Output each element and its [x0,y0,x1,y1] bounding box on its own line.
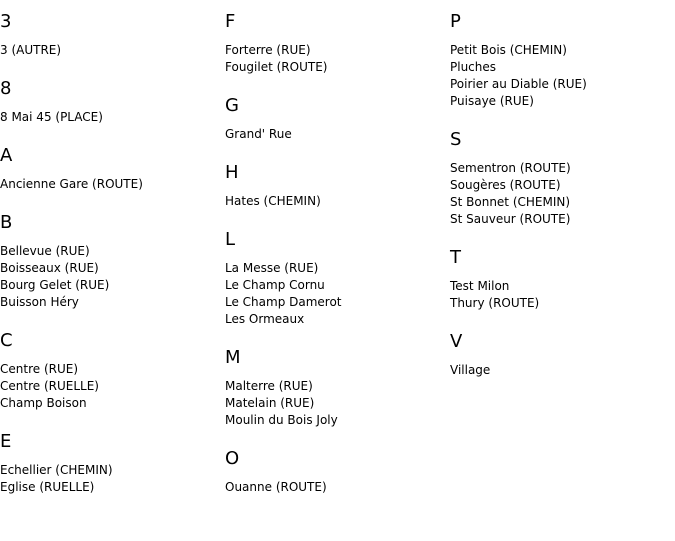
street-name[interactable]: Ancienne Gare (ROUTE) [0,177,143,191]
letter-group [450,246,675,312]
letter-group [0,77,225,126]
street-name[interactable]: La Messe (RUE) [225,261,319,275]
letter-group [225,161,450,210]
street-name[interactable]: Sementron (ROUTE) [450,161,571,175]
letter-group [225,346,450,429]
street-name[interactable]: Sougères (ROUTE) [450,178,561,192]
street-list [225,126,450,143]
letter-group [0,211,225,311]
letter-group [450,10,675,110]
letter-group [225,10,450,76]
street-list [0,243,225,311]
letter-heading: G [225,95,239,116]
street-name[interactable]: Matelain (RUE) [225,396,315,410]
letter-heading: L [225,229,236,250]
street-list [450,362,675,379]
street-name[interactable]: Fougilet (ROUTE) [225,60,328,74]
letter-heading: F [225,11,236,32]
letter-heading: P [450,11,461,32]
street-name[interactable]: 8 Mai 45 (PLACE) [0,110,103,124]
street-name[interactable]: Buisson Héry [0,295,79,309]
street-list [225,193,450,210]
street-list [450,278,675,312]
letter-heading: S [450,129,462,150]
letter-heading: 3 [0,11,12,32]
letter-group [225,228,450,328]
letter-heading: C [0,330,13,351]
letter-group [450,128,675,228]
street-name[interactable]: Puisaye (RUE) [450,94,534,108]
street-list [225,42,450,76]
street-index-column-3 [450,10,675,397]
street-name[interactable]: St Sauveur (ROUTE) [450,212,571,226]
letter-heading: M [225,347,241,368]
letter-group [225,447,450,496]
street-list [450,160,675,228]
letter-heading: T [450,247,461,268]
street-name[interactable]: Thury (ROUTE) [450,296,540,310]
letter-group [450,330,675,379]
street-name[interactable]: Petit Bois (CHEMIN) [450,43,567,57]
street-name[interactable]: Grand' Rue [225,127,292,141]
street-name[interactable]: Eglise (RUELLE) [0,480,95,494]
street-name[interactable]: Moulin du Bois Joly [225,413,338,427]
street-name[interactable]: Malterre (RUE) [225,379,313,393]
street-name[interactable]: Le Champ Cornu [225,278,325,292]
street-name[interactable]: Village [450,363,491,377]
street-name[interactable]: Centre (RUELLE) [0,379,99,393]
street-name[interactable]: Test Milon [450,279,510,293]
street-list [0,42,225,59]
street-name[interactable]: St Bonnet (CHEMIN) [450,195,571,209]
street-index-column-1 [0,10,225,514]
street-list [0,176,225,193]
street-name[interactable]: Pluches [450,60,497,74]
letter-group [0,430,225,496]
street-name[interactable]: Les Ormeaux [225,312,305,326]
street-name[interactable]: Boisseaux (RUE) [0,261,99,275]
street-name[interactable]: 3 (AUTRE) [0,43,62,57]
street-name[interactable]: Ouanne (ROUTE) [225,480,327,494]
street-index-column-2 [225,10,450,514]
street-list [225,260,450,328]
street-name[interactable]: Le Champ Damerot [225,295,342,309]
letter-group [0,10,225,59]
street-list [225,378,450,429]
street-name[interactable]: Centre (RUE) [0,362,79,376]
letter-heading: E [0,431,12,452]
street-name[interactable]: Echellier (CHEMIN) [0,463,113,477]
letter-group [0,329,225,412]
letter-heading: O [225,448,240,469]
letter-heading: 8 [0,78,12,99]
street-list [225,479,450,496]
letter-heading: B [0,212,13,233]
letter-group [225,94,450,143]
street-list [450,42,675,110]
letter-heading: A [0,145,13,166]
street-name[interactable]: Hates (CHEMIN) [225,194,321,208]
street-name[interactable]: Bellevue (RUE) [0,244,90,258]
street-name[interactable]: Forterre (RUE) [225,43,311,57]
street-list [0,462,225,496]
street-list [0,109,225,126]
letter-heading: H [225,162,239,183]
street-name[interactable]: Bourg Gelet (RUE) [0,278,110,292]
letter-heading: V [450,331,463,352]
street-name[interactable]: Champ Boison [0,396,87,410]
street-name[interactable]: Poirier au Diable (RUE) [450,77,587,91]
street-list [0,361,225,412]
letter-group [0,144,225,193]
